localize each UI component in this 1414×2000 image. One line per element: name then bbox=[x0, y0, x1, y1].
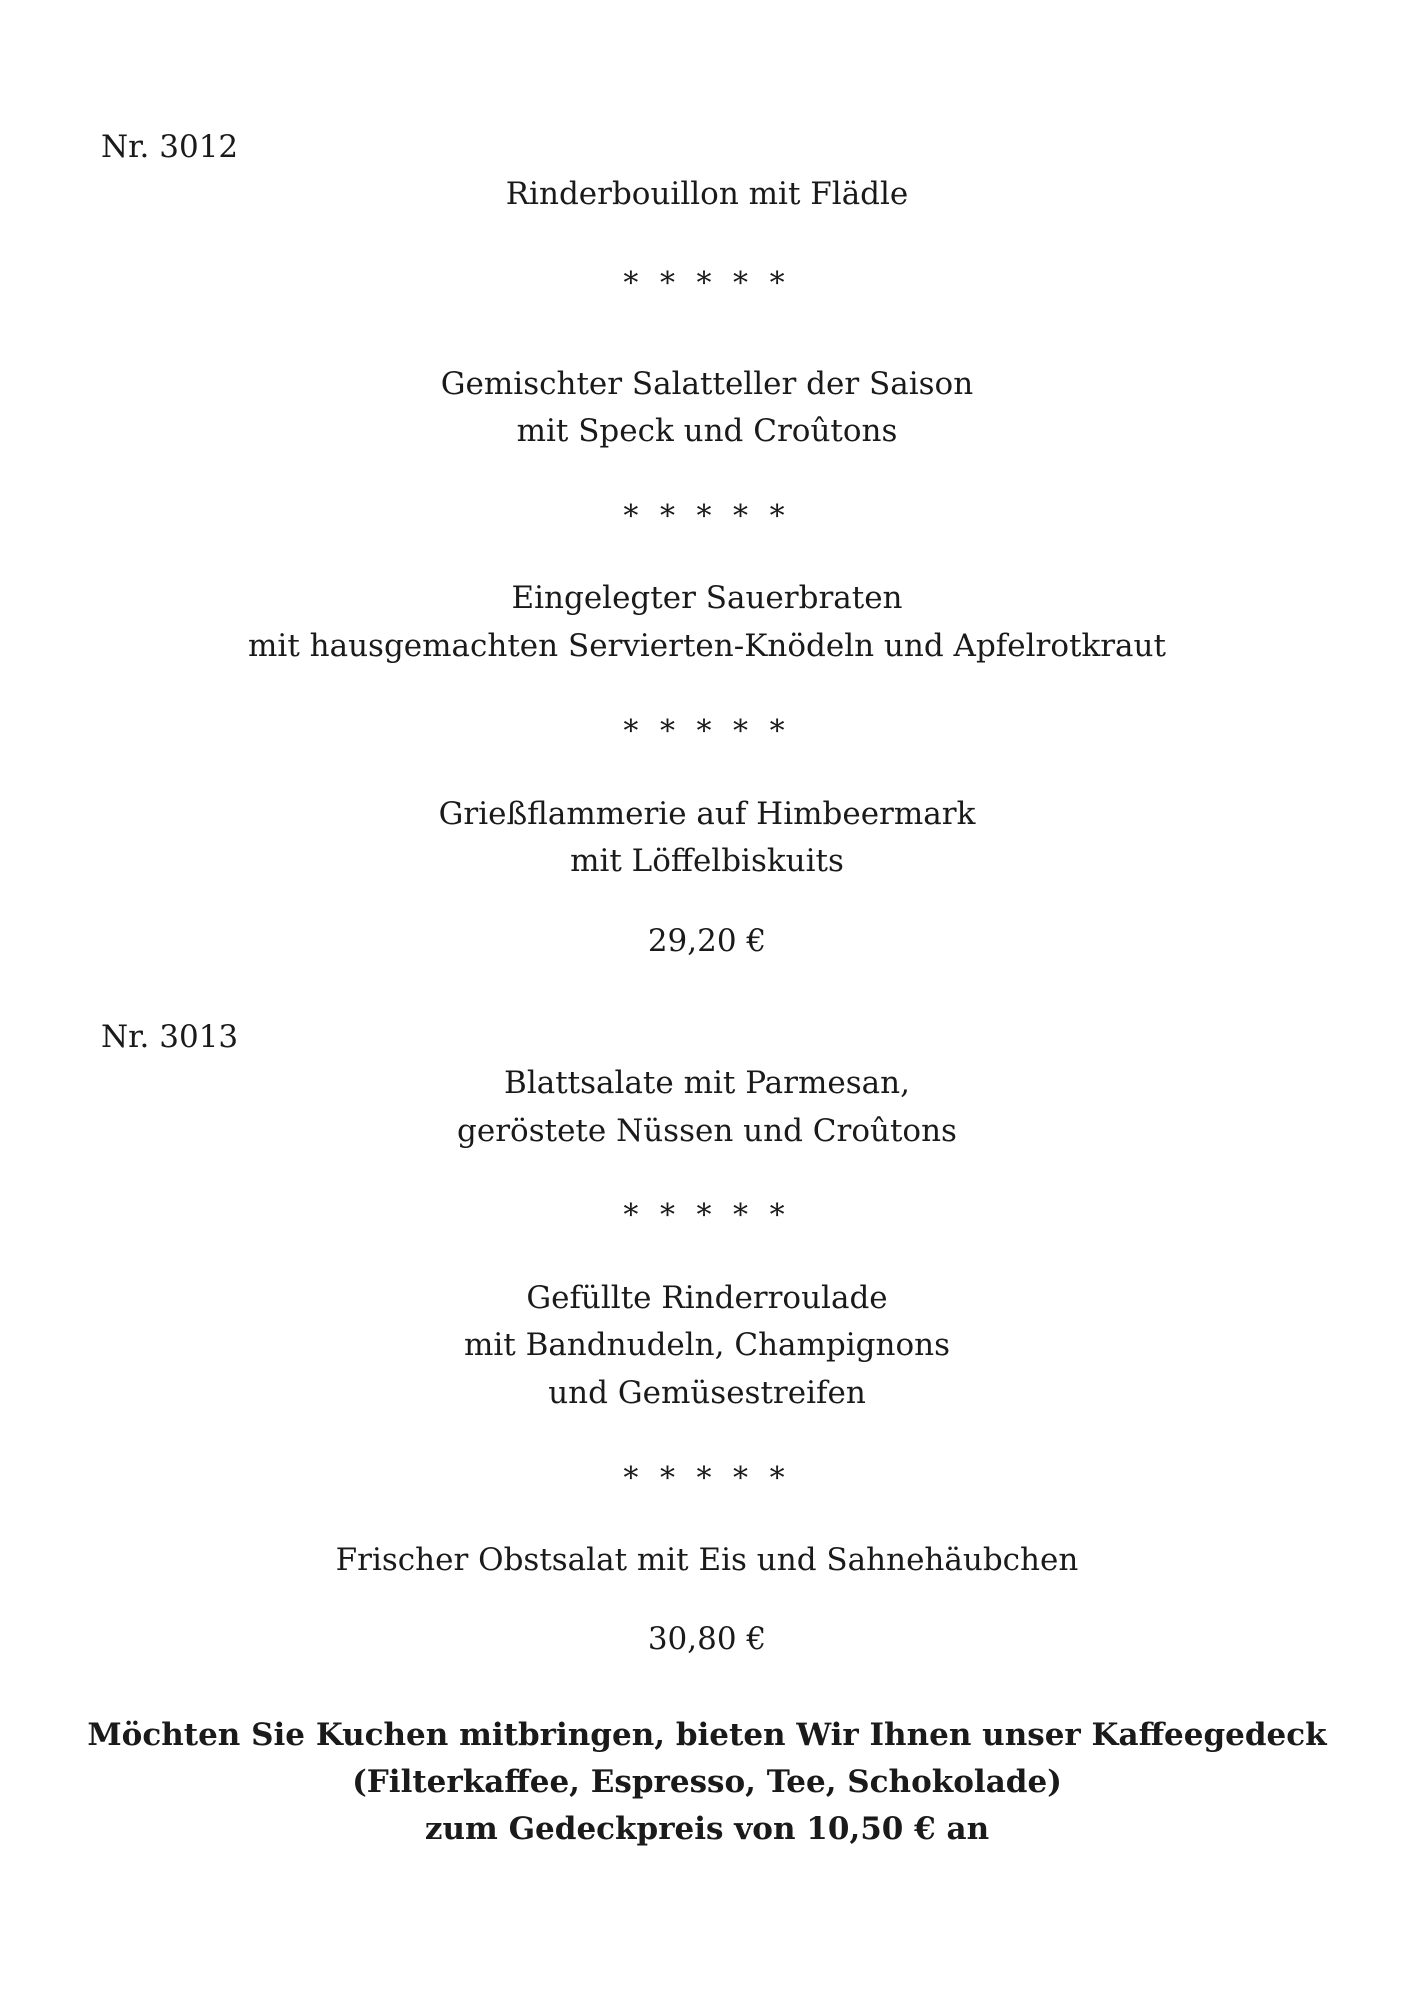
menu-price: 30,80 € bbox=[647, 1621, 767, 1657]
coffee-note-line: Möchten Sie Kuchen mitbringen, bieten Wir Ihnen unser Kaffeegedeck bbox=[87, 1717, 1327, 1753]
course-line: Rinderbouillon mit Flädle bbox=[505, 176, 909, 212]
course-line: und Gemüsestreifen bbox=[548, 1375, 866, 1411]
course-line: mit Speck und Croûtons bbox=[516, 413, 898, 449]
menu-price: 29,20 € bbox=[647, 923, 767, 959]
course-line: Eingelegter Sauerbraten bbox=[511, 580, 903, 616]
course-separator: * * * * * bbox=[623, 499, 791, 534]
menu-number: Nr. 3013 bbox=[101, 1019, 239, 1055]
course-line: Grießflammerie auf Himbeermark bbox=[438, 796, 976, 832]
course-separator: * * * * * bbox=[623, 266, 791, 301]
course-line: mit Löffelbiskuits bbox=[570, 843, 844, 879]
course-line: mit hausgemachten Servierten-Knödeln und Apfelrotkraut bbox=[248, 628, 1166, 664]
coffee-note-line: zum Gedeckpreis von 10,50 € an bbox=[424, 1811, 990, 1847]
course-separator: * * * * * bbox=[623, 714, 791, 749]
course-line: Gemischter Salatteller der Saison bbox=[440, 366, 974, 402]
course-line: Gefüllte Rinderroulade bbox=[526, 1280, 888, 1316]
coffee-note-line: (Filterkaffee, Espresso, Tee, Schokolade) bbox=[352, 1764, 1062, 1800]
course-line: Blattsalate mit Parmesan, bbox=[504, 1065, 910, 1101]
course-line: geröstete Nüssen und Croûtons bbox=[457, 1113, 957, 1149]
menu-number: Nr. 3012 bbox=[101, 129, 239, 165]
course-separator: * * * * * bbox=[623, 1198, 791, 1233]
course-line: mit Bandnudeln, Champignons bbox=[463, 1327, 951, 1363]
course-separator: * * * * * bbox=[623, 1461, 791, 1496]
course-line: Frischer Obstsalat mit Eis und Sahnehäubchen bbox=[335, 1542, 1079, 1578]
